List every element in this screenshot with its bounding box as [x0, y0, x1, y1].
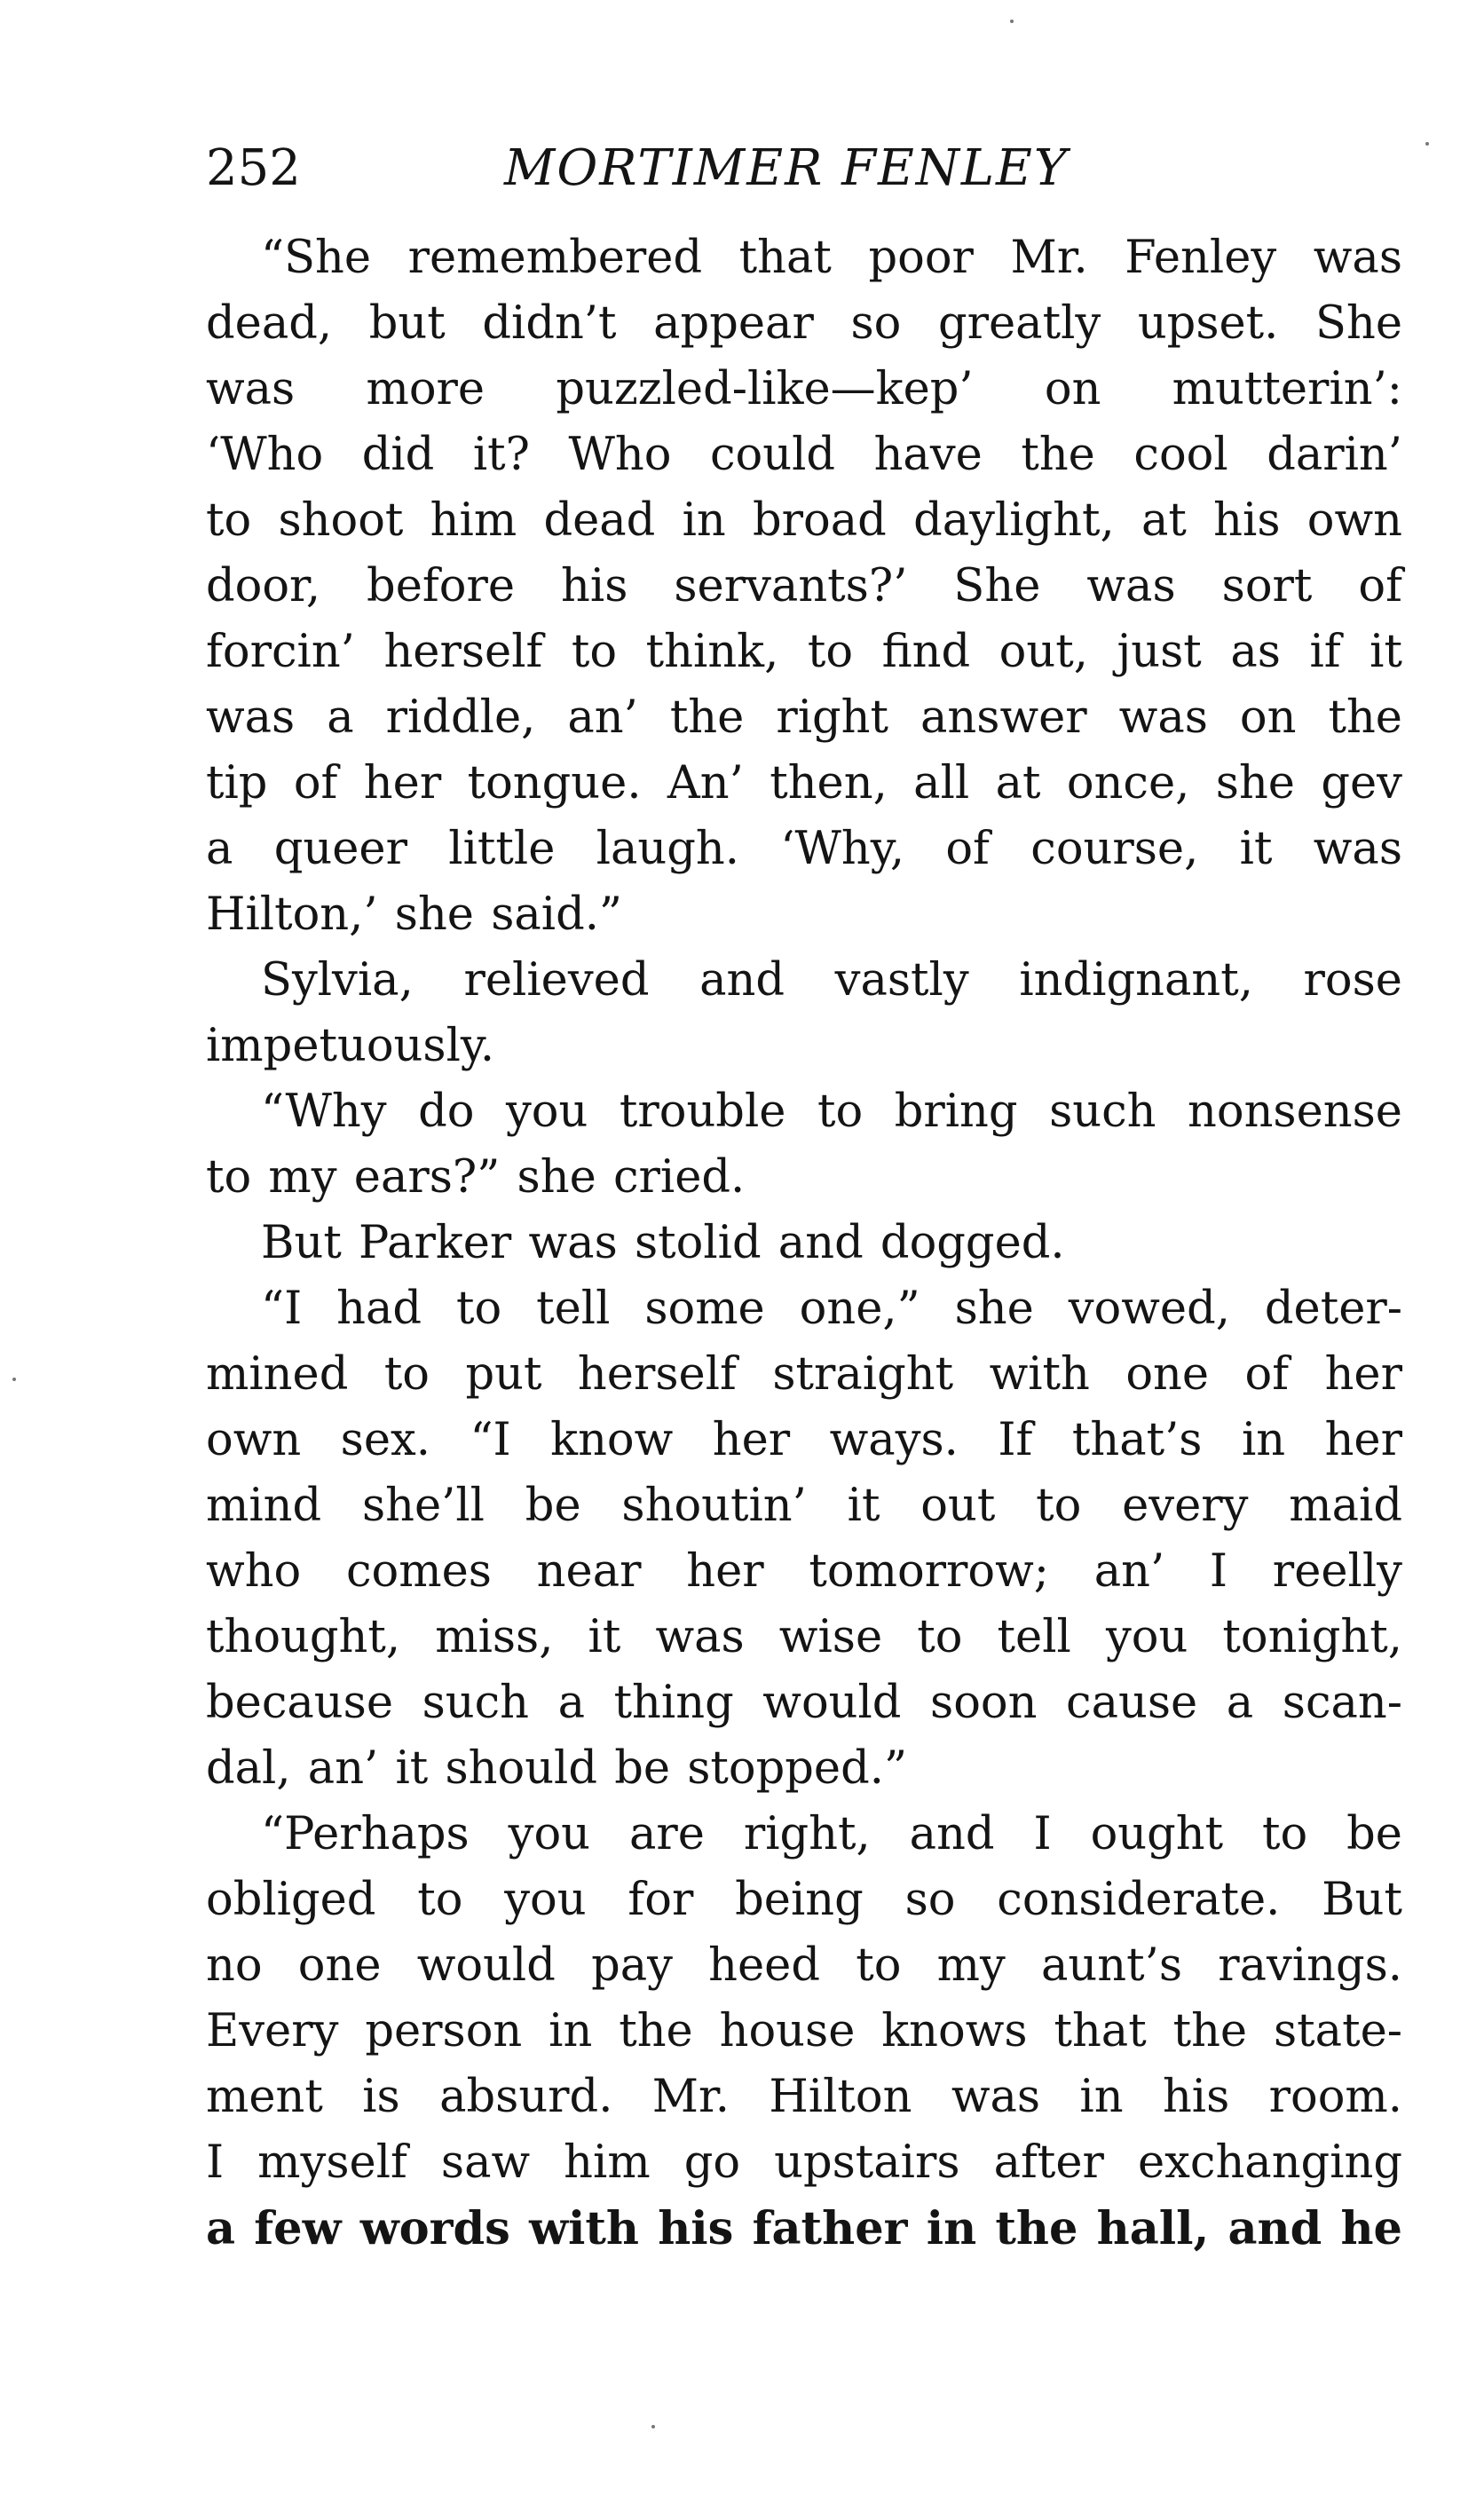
text-line: tip of her tongue. An’ then, all at once, she gev	[206, 757, 1402, 809]
text-line: was more puzzled-like—kep’ on mutterin’:	[206, 363, 1402, 415]
text-line: door, before his servants?’ She was sort of	[206, 560, 1402, 612]
print-speck	[1010, 20, 1014, 23]
text-line: a queer little laugh. ‘Why, of course, it was	[206, 823, 1402, 875]
text-line: because such a thing would soon cause a scan-	[206, 1677, 1402, 1729]
paragraph	[206, 1079, 1402, 1211]
text-line: mined to put herself straight with one of her	[206, 1348, 1402, 1401]
text-line: was a riddle, an’ the right answer was on the	[206, 691, 1402, 744]
text-line: I myself saw him go upstairs after exchanging	[206, 2136, 1402, 2189]
text-line: “I had to tell some one,” she vowed, deter-	[261, 1283, 1402, 1335]
print-speck	[1425, 142, 1429, 146]
text-line: dead, but didn’t appear so greatly upset. She	[206, 297, 1402, 350]
text-line: Hilton,’ she said.”	[206, 888, 623, 941]
text-line: who comes near her tomorrow; an’ I reelly	[206, 1545, 1402, 1598]
page-header	[206, 133, 1400, 204]
paragraph	[206, 948, 1402, 1079]
paragraph	[206, 1276, 1402, 1802]
text-line: obliged to you for being so considerate. But	[206, 1874, 1402, 1926]
text-line: But Parker was stolid and dogged.	[261, 1217, 1065, 1269]
paragraph	[206, 1211, 1402, 1276]
running-title: MORTIMER FENLEY	[504, 139, 1069, 197]
text-line: Sylvia, relieved and vastly indignant, rose	[261, 954, 1402, 1007]
text-line: no one would pay heed to my aunt’s ravings.	[206, 1939, 1402, 1992]
text-line: to my ears?” she cried.	[206, 1151, 746, 1204]
text-line: ment is absurd. Mr. Hilton was in his room.	[206, 2071, 1402, 2123]
page-number: 252	[206, 139, 301, 197]
text-line: mind she’ll be shoutin’ it out to every maid	[206, 1480, 1402, 1532]
text-line: “Why do you trouble to bring such nonsense	[261, 1086, 1402, 1138]
paragraph	[206, 225, 1402, 948]
text-line: a few words with his father in the hall, and he	[206, 2202, 1402, 2255]
text-line: thought, miss, it was wise to tell you tonight,	[206, 1611, 1402, 1663]
text-line: to shoot him dead in broad daylight, at his own	[206, 494, 1402, 547]
text-line: ‘Who did it? Who could have the cool darin’	[206, 429, 1402, 481]
print-speck	[12, 1378, 16, 1381]
text-line: “She remembered that poor Mr. Fenley was	[261, 232, 1402, 284]
text-line: own sex. “I know her ways. If that’s in her	[206, 1414, 1402, 1466]
paragraph	[206, 1802, 1402, 2262]
print-speck	[651, 2425, 655, 2428]
text-line: dal, an’ it should be stopped.”	[206, 1742, 908, 1795]
text-line: Every person in the house knows that the state-	[206, 2005, 1402, 2057]
text-line: “Perhaps you are right, and I ought to be	[261, 1808, 1402, 1860]
text-line: forcin’ herself to think, to find out, just as if it	[206, 626, 1402, 678]
body-text	[206, 225, 1402, 2262]
text-line: impetuously.	[206, 1020, 495, 1072]
